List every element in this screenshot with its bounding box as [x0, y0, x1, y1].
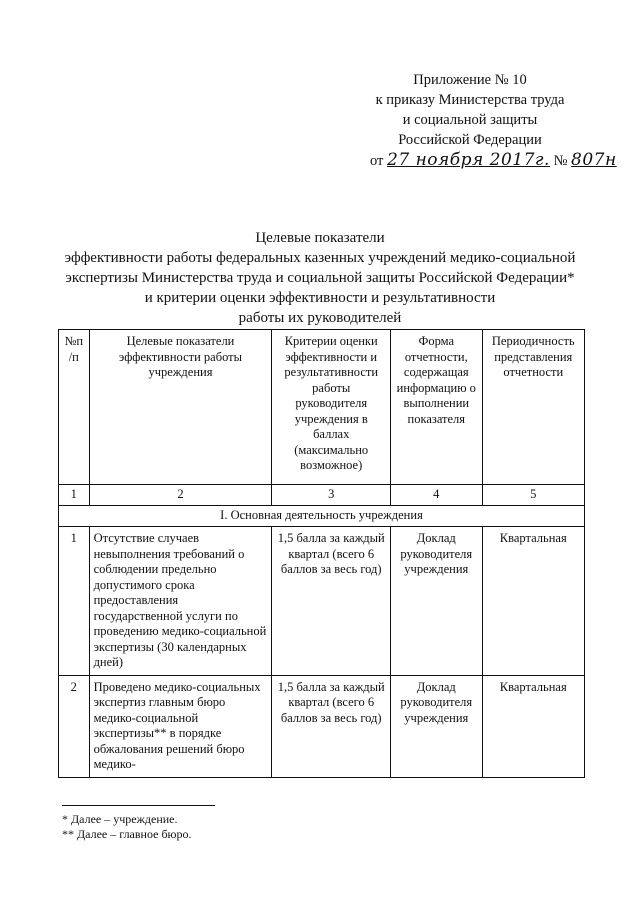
document-header: [330, 70, 617, 171]
criteria-cell: 1,5 балла за каждый квартал (всего 6 баллов за весь год): [272, 675, 391, 777]
title-line-4: и критерии оценки эффективности и результативности: [144, 290, 496, 306]
col-number: 1: [59, 485, 90, 506]
column-number-row: [59, 485, 585, 506]
section-row: [59, 506, 585, 527]
indicator-cell: Отсутствие случаев невыполнения требований о соблюдении предельно допустимого срока предоставления государственной услуги по проведению медико-социальной экспертизы (30 календарных дней): [89, 527, 272, 676]
period-cell: Квартальная: [482, 527, 584, 676]
period-cell: Квартальная: [482, 675, 584, 777]
col-number: 5: [482, 485, 584, 506]
footnote-divider: [62, 805, 215, 806]
title-line-1: Целевые показатели: [255, 230, 385, 246]
federation-line: Российской Федерации: [398, 132, 542, 148]
ministry-line: и социальной защиты: [402, 112, 538, 128]
row-number: 2: [59, 675, 90, 777]
footnote-2: ** Далее – главное бюро.: [62, 827, 192, 841]
criteria-cell: 1,5 балла за каждый квартал (всего 6 баллов за весь год): [272, 527, 391, 676]
row-number: 1: [59, 527, 90, 676]
col-number: 4: [391, 485, 482, 506]
header-cell-indicator: Целевые показатели эффективности работы учреждения: [89, 330, 272, 485]
handwritten-number: 807н: [571, 150, 617, 170]
header-cell-criteria: Критерии оценки эффективности и результативности работы руководителя учреждения в баллах (максимально возможное): [272, 330, 391, 485]
section-title: I. Основная деятельность учреждения: [59, 506, 585, 527]
form-cell: Доклад руководителя учреждения: [391, 675, 482, 777]
table-header-row: [59, 330, 585, 485]
table-row: [59, 527, 585, 676]
footnote-1: * Далее – учреждение.: [62, 812, 178, 826]
form-cell: Доклад руководителя учреждения: [391, 527, 482, 676]
header-cell-period: Периодичность представления отчетности: [482, 330, 584, 485]
order-date-line: [330, 150, 617, 171]
col-number: 3: [272, 485, 391, 506]
title-line-3: экспертизы Министерства труда и социальной защиты Российской Федерации*: [65, 270, 575, 286]
title-line-5: работы их руководителей: [238, 310, 402, 326]
title-line-2: эффективности работы федеральных казенных учреждений медико-социальной: [64, 250, 576, 266]
col-number: 2: [89, 485, 272, 506]
handwritten-date: 27 ноября 2017г.: [387, 150, 550, 170]
document-title: [40, 228, 600, 328]
from-prefix: от: [370, 153, 384, 169]
order-reference-line: к приказу Министерства труда: [375, 92, 565, 108]
header-cell-num: №п /п: [59, 330, 90, 485]
indicator-cell: Проведено медико-социальных экспертиз главным бюро медико-социальной экспертизы** в порядке обжалования решений бюро медико-: [89, 675, 272, 777]
footnotes: [62, 812, 192, 842]
indicators-table: [58, 329, 585, 778]
appendix-label: Приложение № 10: [413, 72, 527, 88]
header-cell-form: Форма отчетности, содержащая информацию о выполнении показателя: [391, 330, 482, 485]
table-row: [59, 675, 585, 777]
number-prefix: №: [553, 153, 568, 169]
